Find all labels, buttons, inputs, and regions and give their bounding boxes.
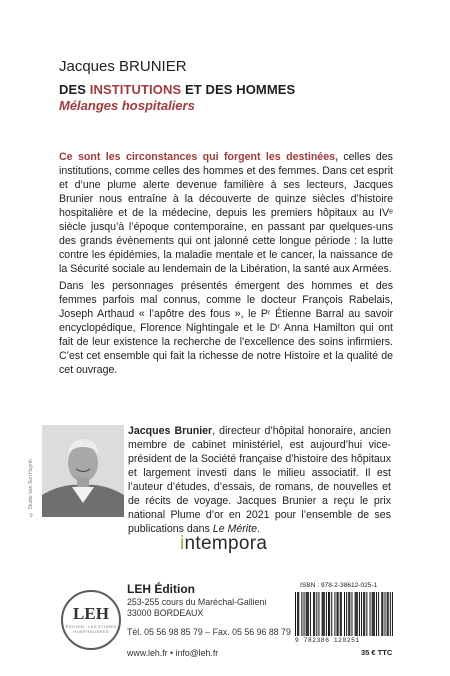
publisher-web: www.leh.fr • info@leh.fr — [127, 648, 219, 658]
barcode-bar — [366, 592, 367, 636]
barcode-bar — [331, 592, 332, 636]
barcode-bar — [326, 592, 327, 636]
barcode-bar — [372, 592, 373, 636]
barcode-bar — [374, 592, 375, 636]
publisher-address-1: 253-255 cours du Maréchal-Gallieni — [127, 597, 267, 607]
barcode-bar — [308, 592, 309, 636]
barcode-bar — [378, 592, 379, 636]
publisher-logo-text: LEH — [73, 604, 109, 623]
barcode-bar — [337, 592, 338, 636]
publisher-phone: Tél. 05 56 98 85 79 – Fax. 05 56 96 88 79 — [127, 627, 291, 637]
barcode-bar — [387, 592, 388, 636]
author-portrait-icon — [42, 425, 124, 517]
barcode-bar — [376, 592, 377, 636]
barcode-bar — [341, 592, 342, 636]
author-name: Jacques BRUNIER — [59, 58, 187, 75]
brand-initial: i — [180, 533, 185, 554]
barcode-bar — [382, 592, 383, 636]
barcode-bar — [373, 592, 374, 636]
price-label: 35 € TTC — [361, 648, 393, 657]
barcode-bar — [328, 592, 329, 636]
bio-text: , directeur d’hôpital honoraire, ancien membre de cabinet ministériel, est aujourd’hui vice-président de la Société française d’histoire des hôpitaux et largement investi dans le milieu associatif. Il est l’auteur d’études, d’essais, de romans, de nouvelles et de récits de voyage. Jacques Brunier a reçu le prix national Plume d’or en 2021 pour l’ensemble de ses publications dans — [128, 425, 391, 535]
barcode-bar — [346, 592, 347, 636]
summary-paragraph-2: Dans les personnages présentés émergent des hommes et des femmes parfois mal connus, comme le docteur François Rabelais, Joseph Arthaud « l’apôtre des fous », le Pʳ Étienne Barral au savoir encyclopédique, Florence Nightingale et le Dʳ Anna Hamilton qui ont fait de leur existence la recherche de l’excellence des soins infirmiers. C’est cet ensemble qui fait la richesse de notre Histoire et la qualité de cet ouvrage. — [59, 280, 393, 376]
barcode-bar — [324, 592, 325, 636]
title-part1: DES — [59, 82, 90, 97]
barcode-bar — [364, 592, 365, 636]
bio-name: Jacques Brunier — [128, 425, 213, 437]
barcode-bar — [357, 592, 358, 636]
publisher-logo-small: ÉDITION · LES ÉTUDES HOSPITALIÈRES — [65, 624, 117, 634]
barcode-bar — [329, 592, 330, 636]
publisher-address-2: 33000 BORDEAUX — [127, 608, 204, 618]
barcode-bar — [359, 592, 360, 636]
barcode-bar — [381, 592, 382, 636]
barcode-bar — [349, 592, 350, 636]
barcode-bar — [356, 592, 357, 636]
barcode-bar — [384, 592, 385, 636]
barcode-bar — [298, 592, 299, 636]
barcode-bar — [310, 592, 311, 636]
barcode-bar — [313, 592, 314, 636]
book-subtitle: Mélanges hospitaliers — [59, 98, 195, 113]
barcode-bar — [301, 592, 302, 636]
barcode-bar — [340, 592, 341, 636]
barcode-bar — [318, 592, 319, 636]
book-title — [59, 82, 295, 97]
barcode-bar — [334, 592, 335, 636]
barcode-bar — [316, 592, 317, 636]
summary-lead: Ce sont les circonstances qui forgent les destinées, — [59, 151, 338, 163]
barcode-bar — [390, 592, 391, 636]
barcode-bar — [323, 592, 324, 636]
barcode-bar — [322, 592, 323, 636]
barcode-bar — [295, 592, 296, 636]
isbn-label: ISBN : 978-2-38612-025-1 — [300, 582, 378, 589]
barcode-bar — [307, 592, 308, 636]
barcode-bar — [351, 592, 352, 636]
barcode-digits: 9 782386 120251 — [295, 637, 360, 644]
publisher-name: LEH Édition — [127, 582, 195, 596]
barcode-bar — [348, 592, 349, 636]
photo-credit: © Studio Van Son Huynh — [28, 459, 34, 517]
title-part2: ET DES HOMMES — [181, 82, 296, 97]
barcode-bar — [363, 592, 364, 636]
bio-journal: Le Mérite — [212, 523, 257, 535]
barcode-bar — [361, 592, 362, 636]
brand-rest: ntempora — [184, 533, 268, 554]
summary-paragraph-1 — [59, 150, 393, 276]
barcode-bar — [388, 592, 389, 636]
barcode-bar — [297, 592, 298, 636]
title-highlight: INSTITUTIONS — [89, 82, 182, 97]
barcode-bar — [370, 592, 371, 636]
barcode-bar — [392, 592, 393, 636]
collection-brand — [180, 533, 267, 555]
barcode-bar — [344, 592, 345, 636]
bio-end: . — [256, 523, 260, 535]
barcode-bar — [304, 592, 305, 636]
author-bio — [128, 424, 391, 536]
author-photo — [42, 425, 124, 517]
summary-rest: celles des institutions, comme celles des hommes et des femmes. Dans cet esprit et d’une plume alerte devenue familière à ses lecteurs, Jacques Brunier nous entraîne à la découverte de quinze siècles d’histoire hospitalière et de la médecine, depuis les premiers hôpitaux au IVᵉ siècle jusqu’à l’époque contemporaine, en passant par quelques-uns des grands évènements qui ont jalonné cette longue période : la lutte contre les épidémies, la maladie mentale et le cancer, la naissance de la Sécurité sociale au lendemain de la Libération, la santé aux Armées. — [59, 151, 393, 275]
barcode-bar — [306, 592, 307, 636]
barcode-bar — [338, 592, 339, 636]
barcode-bar — [355, 592, 356, 636]
barcode-bar — [314, 592, 315, 636]
